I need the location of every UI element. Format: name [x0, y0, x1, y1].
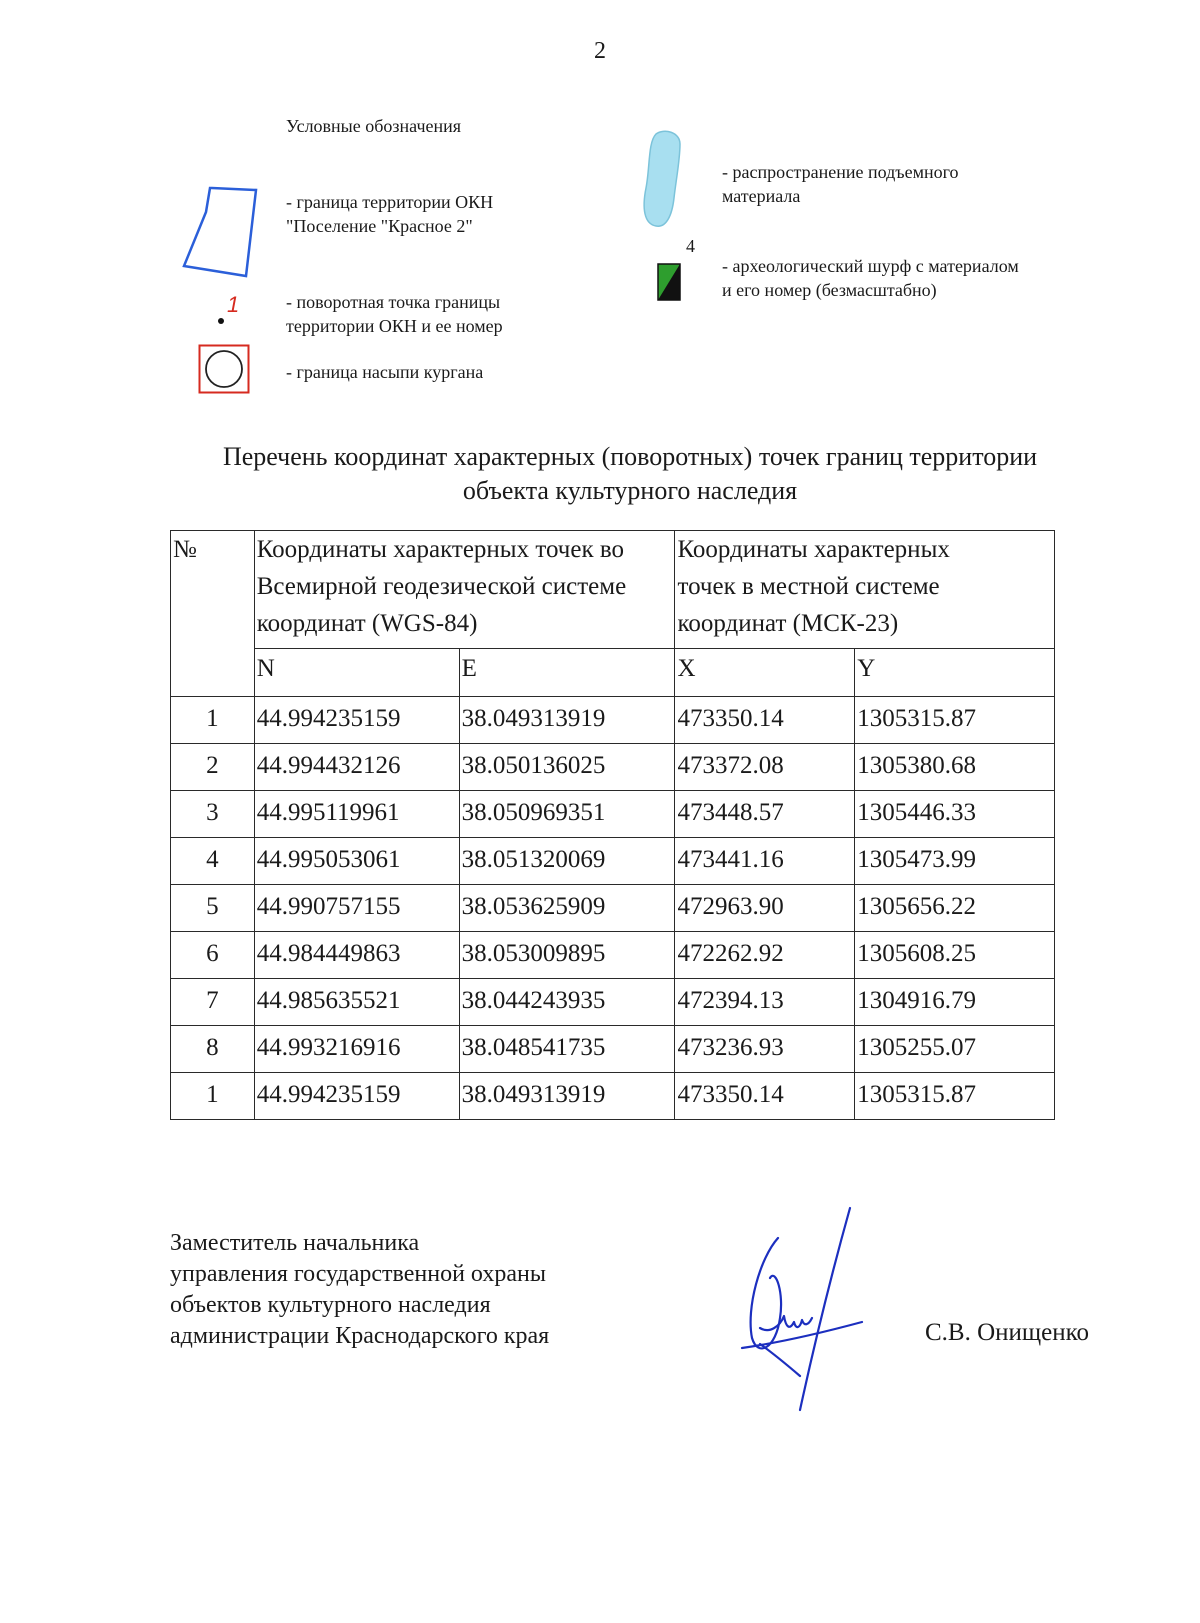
- legend-item-boundary: - граница территории ОКН "Поселение "Красное 2": [286, 192, 494, 236]
- msk-y-value: 1305315.87: [855, 1073, 1055, 1120]
- wgs-e-value: 38.044243935: [459, 979, 675, 1026]
- signatory-name: С.В. Онищенко: [925, 1319, 1090, 1346]
- msk-x-value: 472394.13: [675, 979, 855, 1026]
- legend-item-turning-point: - поворотная точка границы территории ОКН и ее номер: [286, 292, 503, 336]
- wgs-e-value: 38.051320069: [459, 838, 675, 885]
- wgs-n-value: 44.985635521: [254, 979, 459, 1026]
- table-row: [171, 838, 1055, 885]
- wgs-n-value: 44.995119961: [254, 791, 459, 838]
- table-header-row: [171, 531, 1055, 649]
- pit-number-label: 4: [686, 236, 695, 256]
- table-row: [171, 697, 1055, 744]
- point-number: 1: [171, 1073, 255, 1120]
- wgs-e-value: 38.050969351: [459, 791, 675, 838]
- wgs-e-value: 38.049313919: [459, 697, 675, 744]
- wgs-n-value: 44.993216916: [254, 1026, 459, 1073]
- msk-x-value: 472963.90: [675, 885, 855, 932]
- msk-y-value: 1305656.22: [855, 885, 1055, 932]
- msk-y-value: 1305380.68: [855, 744, 1055, 791]
- msk-y-value: 1305473.99: [855, 838, 1055, 885]
- table-row: [171, 1026, 1055, 1073]
- msk-x-value: 472262.92: [675, 932, 855, 979]
- legend-item-material: - распространение подъемного материала: [722, 162, 959, 206]
- point-number: 5: [171, 885, 255, 932]
- table-row: [171, 979, 1055, 1026]
- handwritten-signature-icon: [740, 1198, 870, 1414]
- wgs-n-value: 44.990757155: [254, 885, 459, 932]
- wgs-e-value: 38.053625909: [459, 885, 675, 932]
- msk-y-value: 1305608.25: [855, 932, 1055, 979]
- turning-point-icon: 1: [216, 296, 250, 332]
- table-row: [171, 885, 1055, 932]
- point-number: 7: [171, 979, 255, 1026]
- msk-x-value: 473448.57: [675, 791, 855, 838]
- material-spread-icon: [640, 128, 692, 234]
- column-e-header: E: [459, 649, 675, 697]
- msk-x-value: 473441.16: [675, 838, 855, 885]
- point-number: 6: [171, 932, 255, 979]
- wgs84-group-header: Координаты характерных точек во Всемирной геодезической системе координат (WGS-84): [254, 531, 675, 649]
- coordinates-list-title: Перечень координат характерных (поворотных) точек границ территории объекта культурного наследия: [222, 442, 1038, 505]
- table-row: [171, 1073, 1055, 1120]
- signatory-position: Заместитель начальника управления государственной охраны объектов культурного наследия администрации Краснодарского края: [170, 1230, 550, 1349]
- point-number: 1: [171, 697, 255, 744]
- boundary-polygon-icon: [178, 180, 264, 282]
- msk-x-value: 473350.14: [675, 697, 855, 744]
- msk-y-value: 1305255.07: [855, 1026, 1055, 1073]
- wgs-e-value: 38.053009895: [459, 932, 675, 979]
- legend-item-pit: - археологический шурф с материалом и его номер (безмасштабно): [722, 256, 1019, 300]
- archaeological-pit-icon: [656, 246, 702, 302]
- msk23-group-header: Координаты характерных точек в местной системе координат (МСК-23): [675, 531, 1055, 649]
- table-subheader-row: [171, 649, 1055, 697]
- coordinates-table: [170, 530, 1055, 1120]
- legend-title: Условные обозначения: [286, 116, 462, 136]
- wgs-n-value: 44.984449863: [254, 932, 459, 979]
- msk-y-value: 1305315.87: [855, 697, 1055, 744]
- wgs-n-value: 44.994235159: [254, 1073, 459, 1120]
- point-number: 2: [171, 744, 255, 791]
- msk-x-value: 473372.08: [675, 744, 855, 791]
- wgs-e-value: 38.048541735: [459, 1026, 675, 1073]
- column-y-header: Y: [855, 649, 1055, 697]
- legend-item-mound: - граница насыпи кургана: [286, 362, 484, 382]
- point-number: 3: [171, 791, 255, 838]
- column-n-header: N: [254, 649, 459, 697]
- wgs-e-value: 38.049313919: [459, 1073, 675, 1120]
- column-x-header: X: [675, 649, 855, 697]
- msk-x-value: 473350.14: [675, 1073, 855, 1120]
- table-row: [171, 932, 1055, 979]
- wgs-n-value: 44.994432126: [254, 744, 459, 791]
- mound-boundary-icon: [198, 344, 250, 394]
- msk-y-value: 1304916.79: [855, 979, 1055, 1026]
- page-number: 2: [594, 38, 606, 64]
- table-row: [171, 791, 1055, 838]
- column-number-header: №: [171, 531, 255, 697]
- table-row: [171, 744, 1055, 791]
- msk-x-value: 473236.93: [675, 1026, 855, 1073]
- wgs-n-value: 44.995053061: [254, 838, 459, 885]
- wgs-n-value: 44.994235159: [254, 697, 459, 744]
- wgs-e-value: 38.050136025: [459, 744, 675, 791]
- msk-y-value: 1305446.33: [855, 791, 1055, 838]
- point-number: 4: [171, 838, 255, 885]
- point-number: 8: [171, 1026, 255, 1073]
